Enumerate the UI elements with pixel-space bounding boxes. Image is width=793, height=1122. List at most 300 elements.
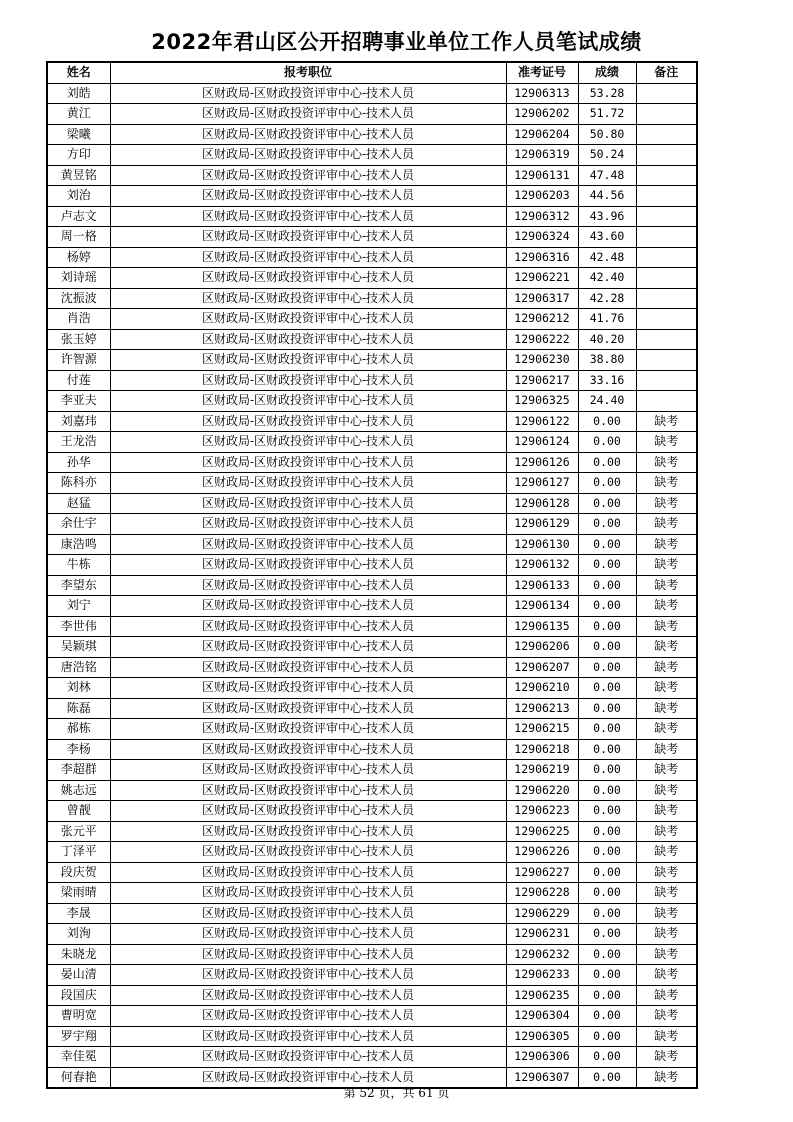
table-row: [47, 145, 697, 166]
cell-remark: 缺考: [636, 883, 697, 904]
cell-position: 区财政局-区财政投资评审中心-技术人员: [110, 83, 506, 104]
cell-name: 卢志文: [47, 206, 110, 227]
cell-name: 李亚夫: [47, 391, 110, 412]
cell-exam-id: 12906313: [506, 83, 578, 104]
cell-score: 42.28: [578, 288, 636, 309]
cell-name: 沈振波: [47, 288, 110, 309]
cell-exam-id: 12906316: [506, 247, 578, 268]
cell-exam-id: 12906228: [506, 883, 578, 904]
cell-position: 区财政局-区财政投资评审中心-技术人员: [110, 186, 506, 207]
cell-name: 刘皓: [47, 83, 110, 104]
cell-position: 区财政局-区财政投资评审中心-技术人员: [110, 165, 506, 186]
cell-exam-id: 12906223: [506, 801, 578, 822]
cell-exam-id: 12906135: [506, 616, 578, 637]
cell-exam-id: 12906126: [506, 452, 578, 473]
cell-name: 梁曦: [47, 124, 110, 145]
cell-exam-id: 12906207: [506, 657, 578, 678]
cell-score: 0.00: [578, 432, 636, 453]
cell-exam-id: 12906233: [506, 965, 578, 986]
cell-score: 44.56: [578, 186, 636, 207]
cell-name: 李望东: [47, 575, 110, 596]
table-row: [47, 165, 697, 186]
cell-name: 孙华: [47, 452, 110, 473]
table-header-row: [47, 62, 697, 83]
table-row: [47, 227, 697, 248]
cell-position: 区财政局-区财政投资评审中心-技术人员: [110, 350, 506, 371]
cell-name: 刘嘉玮: [47, 411, 110, 432]
table-row: [47, 514, 697, 535]
table-row: [47, 719, 697, 740]
cell-score: 0.00: [578, 760, 636, 781]
cell-exam-id: 12906129: [506, 514, 578, 535]
cell-exam-id: 12906235: [506, 985, 578, 1006]
cell-remark: 缺考: [636, 985, 697, 1006]
cell-position: 区财政局-区财政投资评审中心-技术人员: [110, 575, 506, 596]
cell-position: 区财政局-区财政投资评审中心-技术人员: [110, 637, 506, 658]
cell-position: 区财政局-区财政投资评审中心-技术人员: [110, 616, 506, 637]
cell-remark: 缺考: [636, 924, 697, 945]
cell-position: 区财政局-区财政投资评审中心-技术人员: [110, 411, 506, 432]
cell-remark: [636, 288, 697, 309]
cell-exam-id: 12906122: [506, 411, 578, 432]
cell-exam-id: 12906124: [506, 432, 578, 453]
table-row: [47, 247, 697, 268]
cell-remark: [636, 206, 697, 227]
cell-position: 区财政局-区财政投资评审中心-技术人员: [110, 104, 506, 125]
table-row: [47, 411, 697, 432]
cell-score: 41.76: [578, 309, 636, 330]
cell-remark: 缺考: [636, 452, 697, 473]
cell-score: 40.20: [578, 329, 636, 350]
page-footer: 第 52 页，共 61 页: [343, 1086, 450, 1100]
cell-position: 区财政局-区财政投资评审中心-技术人员: [110, 1067, 506, 1088]
table-row: [47, 268, 697, 289]
cell-position: 区财政局-区财政投资评审中心-技术人员: [110, 821, 506, 842]
cell-name: 何春艳: [47, 1067, 110, 1088]
table-row: [47, 391, 697, 412]
cell-score: 0.00: [578, 1006, 636, 1027]
cell-score: 50.24: [578, 145, 636, 166]
cell-remark: 缺考: [636, 534, 697, 555]
cell-exam-id: 12906312: [506, 206, 578, 227]
cell-remark: 缺考: [636, 1006, 697, 1027]
table-row: [47, 555, 697, 576]
cell-remark: 缺考: [636, 842, 697, 863]
cell-remark: [636, 247, 697, 268]
cell-position: 区财政局-区财政投资评审中心-技术人员: [110, 268, 506, 289]
cell-name: 段国庆: [47, 985, 110, 1006]
cell-score: 0.00: [578, 944, 636, 965]
cell-exam-id: 12906307: [506, 1067, 578, 1088]
cell-remark: [636, 227, 697, 248]
cell-score: 0.00: [578, 575, 636, 596]
cell-score: 42.48: [578, 247, 636, 268]
cell-score: 53.28: [578, 83, 636, 104]
cell-remark: 缺考: [636, 473, 697, 494]
cell-remark: 缺考: [636, 493, 697, 514]
cell-position: 区财政局-区财政投资评审中心-技术人员: [110, 514, 506, 535]
cell-exam-id: 12906132: [506, 555, 578, 576]
table-row: [47, 473, 697, 494]
cell-remark: [636, 329, 697, 350]
table-row: [47, 780, 697, 801]
cell-remark: 缺考: [636, 1026, 697, 1047]
cell-position: 区财政局-区财政投资评审中心-技术人员: [110, 206, 506, 227]
cell-position: 区财政局-区财政投资评审中心-技术人员: [110, 1006, 506, 1027]
header-name: 姓名: [47, 62, 110, 83]
table-row: [47, 801, 697, 822]
cell-position: 区财政局-区财政投资评审中心-技术人员: [110, 309, 506, 330]
cell-exam-id: 12906131: [506, 165, 578, 186]
cell-exam-id: 12906317: [506, 288, 578, 309]
cell-exam-id: 12906221: [506, 268, 578, 289]
cell-name: 刘治: [47, 186, 110, 207]
table-row: [47, 534, 697, 555]
cell-remark: [636, 145, 697, 166]
cell-position: 区财政局-区财政投资评审中心-技术人员: [110, 596, 506, 617]
table-row: [47, 575, 697, 596]
cell-score: 0.00: [578, 842, 636, 863]
cell-name: 姚志远: [47, 780, 110, 801]
table-row: [47, 432, 697, 453]
cell-exam-id: 12906127: [506, 473, 578, 494]
cell-position: 区财政局-区财政投资评审中心-技术人员: [110, 391, 506, 412]
cell-exam-id: 12906203: [506, 186, 578, 207]
table-row: [47, 493, 697, 514]
cell-score: 42.40: [578, 268, 636, 289]
cell-exam-id: 12906133: [506, 575, 578, 596]
cell-name: 杨婷: [47, 247, 110, 268]
table-row: [47, 760, 697, 781]
table-row: [47, 309, 697, 330]
cell-position: 区财政局-区财政投资评审中心-技术人员: [110, 288, 506, 309]
cell-exam-id: 12906230: [506, 350, 578, 371]
cell-position: 区财政局-区财政投资评审中心-技术人员: [110, 657, 506, 678]
table-row: [47, 206, 697, 227]
cell-exam-id: 12906222: [506, 329, 578, 350]
cell-position: 区财政局-区财政投资评审中心-技术人员: [110, 883, 506, 904]
cell-remark: [636, 165, 697, 186]
cell-remark: 缺考: [636, 965, 697, 986]
cell-score: 0.00: [578, 411, 636, 432]
table-row: [47, 83, 697, 104]
table-row: [47, 678, 697, 699]
table-row: [47, 329, 697, 350]
table-row: [47, 616, 697, 637]
cell-score: 43.96: [578, 206, 636, 227]
cell-exam-id: 12906217: [506, 370, 578, 391]
table-body: [47, 83, 697, 1088]
table-row: [47, 350, 697, 371]
table-row: [47, 186, 697, 207]
cell-exam-id: 12906219: [506, 760, 578, 781]
cell-name: 牛栋: [47, 555, 110, 576]
cell-score: 0.00: [578, 514, 636, 535]
cell-score: 0.00: [578, 698, 636, 719]
cell-remark: 缺考: [636, 616, 697, 637]
cell-score: 0.00: [578, 883, 636, 904]
cell-remark: 缺考: [636, 1067, 697, 1088]
cell-score: 0.00: [578, 862, 636, 883]
cell-position: 区财政局-区财政投资评审中心-技术人员: [110, 985, 506, 1006]
cell-remark: 缺考: [636, 862, 697, 883]
cell-exam-id: 12906210: [506, 678, 578, 699]
cell-name: 晏山清: [47, 965, 110, 986]
cell-name: 刘宁: [47, 596, 110, 617]
cell-exam-id: 12906229: [506, 903, 578, 924]
cell-position: 区财政局-区财政投资评审中心-技术人员: [110, 719, 506, 740]
header-remark: 备注: [636, 62, 697, 83]
cell-exam-id: 12906324: [506, 227, 578, 248]
cell-score: 0.00: [578, 473, 636, 494]
cell-remark: 缺考: [636, 575, 697, 596]
cell-score: 0.00: [578, 596, 636, 617]
cell-score: 0.00: [578, 985, 636, 1006]
cell-score: 0.00: [578, 616, 636, 637]
cell-name: 许智源: [47, 350, 110, 371]
cell-name: 曾靓: [47, 801, 110, 822]
cell-score: 38.80: [578, 350, 636, 371]
table-row: [47, 1026, 697, 1047]
cell-remark: 缺考: [636, 944, 697, 965]
cell-score: 0.00: [578, 903, 636, 924]
cell-remark: [636, 104, 697, 125]
cell-name: 刘诗瑶: [47, 268, 110, 289]
cell-remark: [636, 370, 697, 391]
cell-score: 0.00: [578, 493, 636, 514]
cell-name: 李晟: [47, 903, 110, 924]
cell-score: 33.16: [578, 370, 636, 391]
table-row: [47, 637, 697, 658]
cell-score: 0.00: [578, 780, 636, 801]
cell-remark: [636, 186, 697, 207]
cell-position: 区财政局-区财政投资评审中心-技术人员: [110, 145, 506, 166]
cell-score: 0.00: [578, 637, 636, 658]
cell-position: 区财政局-区财政投资评审中心-技术人员: [110, 801, 506, 822]
cell-position: 区财政局-区财政投资评审中心-技术人员: [110, 452, 506, 473]
cell-score: 0.00: [578, 1067, 636, 1088]
cell-name: 刘林: [47, 678, 110, 699]
cell-exam-id: 12906306: [506, 1047, 578, 1068]
cell-position: 区财政局-区财政投资评审中心-技术人员: [110, 493, 506, 514]
cell-name: 付莲: [47, 370, 110, 391]
cell-name: 王龙浩: [47, 432, 110, 453]
cell-remark: 缺考: [636, 432, 697, 453]
cell-position: 区财政局-区财政投资评审中心-技术人员: [110, 124, 506, 145]
table-row: [47, 104, 697, 125]
cell-position: 区财政局-区财政投资评审中心-技术人员: [110, 534, 506, 555]
table-row: [47, 944, 697, 965]
cell-remark: [636, 268, 697, 289]
cell-score: 0.00: [578, 924, 636, 945]
cell-exam-id: 12906130: [506, 534, 578, 555]
cell-position: 区财政局-区财政投资评审中心-技术人员: [110, 1047, 506, 1068]
cell-name: 黄江: [47, 104, 110, 125]
cell-remark: 缺考: [636, 514, 697, 535]
cell-position: 区财政局-区财政投资评审中心-技术人员: [110, 1026, 506, 1047]
cell-exam-id: 12906220: [506, 780, 578, 801]
cell-remark: 缺考: [636, 596, 697, 617]
cell-name: 陈科亦: [47, 473, 110, 494]
cell-score: 0.00: [578, 1047, 636, 1068]
cell-name: 幸佳冕: [47, 1047, 110, 1068]
cell-remark: 缺考: [636, 678, 697, 699]
cell-exam-id: 12906226: [506, 842, 578, 863]
cell-remark: 缺考: [636, 555, 697, 576]
table-row: [47, 124, 697, 145]
table-row: [47, 698, 697, 719]
cell-exam-id: 12906304: [506, 1006, 578, 1027]
cell-name: 张元平: [47, 821, 110, 842]
cell-name: 李世伟: [47, 616, 110, 637]
cell-exam-id: 12906231: [506, 924, 578, 945]
cell-name: 陈磊: [47, 698, 110, 719]
cell-position: 区财政局-区财政投资评审中心-技术人员: [110, 760, 506, 781]
cell-name: 肖浩: [47, 309, 110, 330]
cell-remark: [636, 391, 697, 412]
cell-exam-id: 12906227: [506, 862, 578, 883]
cell-score: 43.60: [578, 227, 636, 248]
table-row: [47, 924, 697, 945]
table-row: [47, 821, 697, 842]
table-row: [47, 452, 697, 473]
cell-score: 24.40: [578, 391, 636, 412]
cell-score: 0.00: [578, 801, 636, 822]
cell-remark: [636, 309, 697, 330]
cell-position: 区财政局-区财政投资评审中心-技术人员: [110, 862, 506, 883]
cell-position: 区财政局-区财政投资评审中心-技术人员: [110, 780, 506, 801]
cell-score: 50.80: [578, 124, 636, 145]
cell-name: 康浩鸣: [47, 534, 110, 555]
table-row: [47, 288, 697, 309]
table-row: [47, 985, 697, 1006]
cell-name: 余仕宇: [47, 514, 110, 535]
cell-position: 区财政局-区财政投资评审中心-技术人员: [110, 329, 506, 350]
cell-position: 区财政局-区财政投资评审中心-技术人员: [110, 924, 506, 945]
cell-remark: [636, 124, 697, 145]
table-row: [47, 903, 697, 924]
header-exam-id: 准考证号: [506, 62, 578, 83]
cell-exam-id: 12906215: [506, 719, 578, 740]
cell-exam-id: 12906204: [506, 124, 578, 145]
cell-position: 区财政局-区财政投资评审中心-技术人员: [110, 842, 506, 863]
cell-name: 朱晓龙: [47, 944, 110, 965]
cell-remark: 缺考: [636, 760, 697, 781]
cell-name: 李超群: [47, 760, 110, 781]
cell-score: 51.72: [578, 104, 636, 125]
cell-name: 刘洵: [47, 924, 110, 945]
cell-remark: 缺考: [636, 903, 697, 924]
cell-name: 罗宇翔: [47, 1026, 110, 1047]
cell-position: 区财政局-区财政投资评审中心-技术人员: [110, 370, 506, 391]
cell-remark: 缺考: [636, 801, 697, 822]
cell-score: 0.00: [578, 657, 636, 678]
cell-score: 0.00: [578, 719, 636, 740]
cell-exam-id: 12906232: [506, 944, 578, 965]
cell-exam-id: 12906218: [506, 739, 578, 760]
cell-name: 曹明宽: [47, 1006, 110, 1027]
cell-name: 段庆贺: [47, 862, 110, 883]
table-row: [47, 596, 697, 617]
cell-name: 李杨: [47, 739, 110, 760]
cell-position: 区财政局-区财政投资评审中心-技术人员: [110, 678, 506, 699]
table-row: [47, 965, 697, 986]
cell-exam-id: 12906206: [506, 637, 578, 658]
cell-score: 47.48: [578, 165, 636, 186]
cell-exam-id: 12906319: [506, 145, 578, 166]
table-row: [47, 1006, 697, 1027]
cell-remark: 缺考: [636, 637, 697, 658]
table-row: [47, 657, 697, 678]
cell-name: 周一格: [47, 227, 110, 248]
cell-position: 区财政局-区财政投资评审中心-技术人员: [110, 944, 506, 965]
cell-position: 区财政局-区财政投资评审中心-技术人员: [110, 473, 506, 494]
table-row: [47, 370, 697, 391]
cell-exam-id: 12906134: [506, 596, 578, 617]
cell-position: 区财政局-区财政投资评审中心-技术人员: [110, 555, 506, 576]
cell-remark: 缺考: [636, 739, 697, 760]
score-table: [46, 61, 698, 1089]
cell-remark: 缺考: [636, 657, 697, 678]
cell-exam-id: 12906225: [506, 821, 578, 842]
cell-remark: 缺考: [636, 821, 697, 842]
cell-exam-id: 12906213: [506, 698, 578, 719]
cell-remark: [636, 83, 697, 104]
cell-name: 黄昱铭: [47, 165, 110, 186]
cell-score: 0.00: [578, 1026, 636, 1047]
cell-exam-id: 12906212: [506, 309, 578, 330]
table-row: [47, 739, 697, 760]
table-row: [47, 1047, 697, 1068]
cell-exam-id: 12906305: [506, 1026, 578, 1047]
cell-exam-id: 12906202: [506, 104, 578, 125]
cell-name: 丁泽平: [47, 842, 110, 863]
cell-score: 0.00: [578, 965, 636, 986]
table-row: [47, 883, 697, 904]
cell-remark: 缺考: [636, 780, 697, 801]
cell-exam-id: 12906325: [506, 391, 578, 412]
cell-position: 区财政局-区财政投资评审中心-技术人员: [110, 698, 506, 719]
page-title: 2022年君山区公开招聘事业单位工作人员笔试成绩: [151, 30, 642, 54]
cell-remark: 缺考: [636, 719, 697, 740]
cell-name: 赵猛: [47, 493, 110, 514]
cell-position: 区财政局-区财政投资评审中心-技术人员: [110, 227, 506, 248]
cell-name: 方印: [47, 145, 110, 166]
cell-name: 郝栋: [47, 719, 110, 740]
cell-name: 梁雨晴: [47, 883, 110, 904]
cell-position: 区财政局-区财政投资评审中心-技术人员: [110, 965, 506, 986]
cell-name: 唐浩铭: [47, 657, 110, 678]
table-row: [47, 842, 697, 863]
header-score: 成绩: [578, 62, 636, 83]
cell-name: 吴颖琪: [47, 637, 110, 658]
cell-remark: 缺考: [636, 411, 697, 432]
cell-score: 0.00: [578, 821, 636, 842]
cell-remark: 缺考: [636, 698, 697, 719]
cell-score: 0.00: [578, 739, 636, 760]
cell-score: 0.00: [578, 452, 636, 473]
cell-position: 区财政局-区财政投资评审中心-技术人员: [110, 247, 506, 268]
cell-remark: 缺考: [636, 1047, 697, 1068]
cell-name: 张玉婷: [47, 329, 110, 350]
table-row: [47, 862, 697, 883]
cell-position: 区财政局-区财政投资评审中心-技术人员: [110, 432, 506, 453]
cell-score: 0.00: [578, 534, 636, 555]
cell-position: 区财政局-区财政投资评审中心-技术人员: [110, 903, 506, 924]
header-position: 报考职位: [110, 62, 506, 83]
cell-exam-id: 12906128: [506, 493, 578, 514]
cell-score: 0.00: [578, 678, 636, 699]
